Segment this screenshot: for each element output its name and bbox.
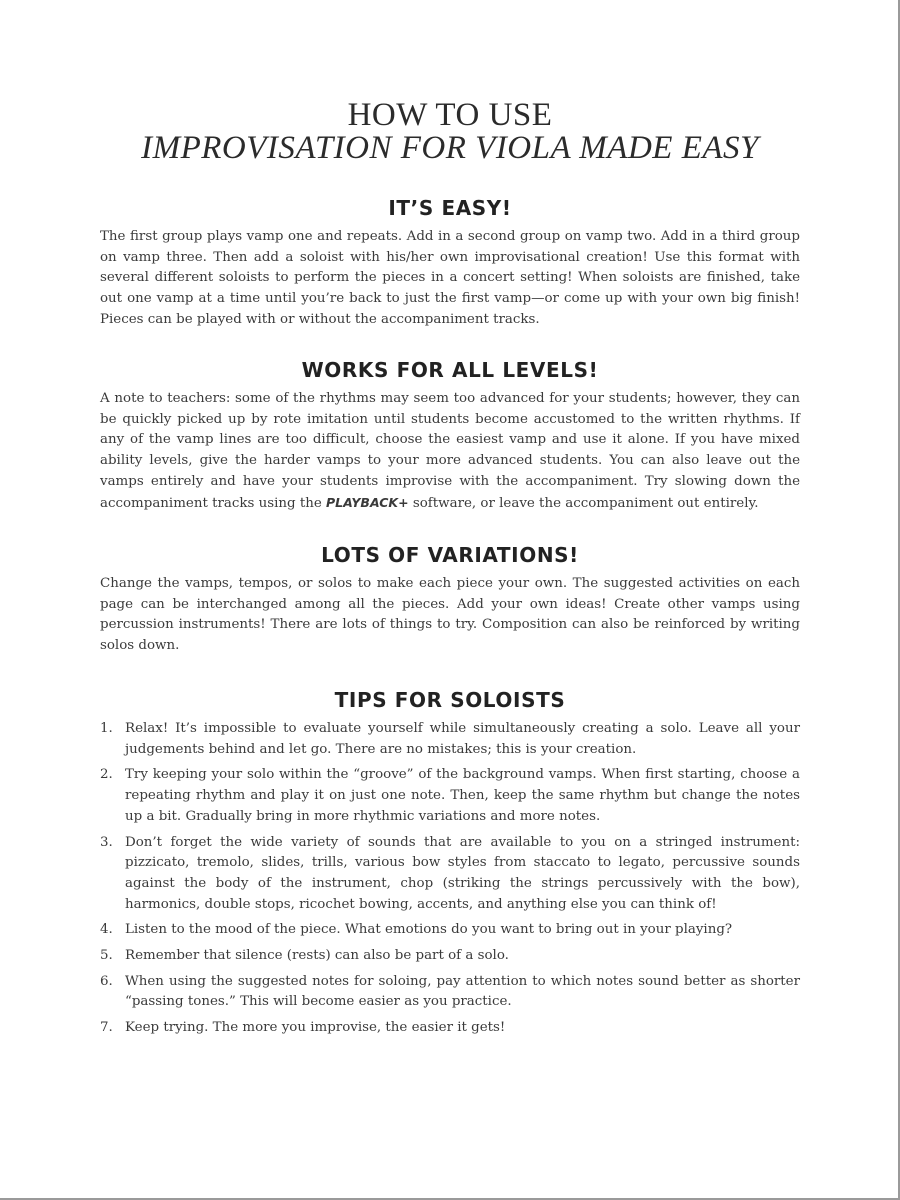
list-item — [100, 920, 800, 941]
paragraph-lots-of-variations: Change the vamps, tempos, or solos to make each piece your own. The suggested activities on each page can be interchanged among all the pieces. Add your own ideas! Create other vamps using percussion instruments! There are lots of things to try. Composition can also be reinforced by writing solos down. — [100, 576, 800, 654]
list-item — [100, 972, 800, 1013]
list-item-number: 4. — [100, 922, 113, 938]
list-item-number: 3. — [100, 834, 113, 850]
list-item-text: Remember that silence (rests) can also be part of a solo. — [125, 948, 509, 964]
page-title-line1: HOW TO USE — [347, 97, 553, 133]
heading-tips-for-soloists: TIPS FOR SOLOISTS — [334, 688, 566, 712]
list-item-number: 1. — [100, 721, 113, 736]
list-item — [100, 1018, 800, 1039]
list-item-text: Try keeping your solo within the “groove” of the background vamps. When first starting, choose a repeating rhythm and play it on just one note. Then, keep the same rhythm but change the notes up a bit. Gradually bring in more rhythmic variations and more notes. — [125, 767, 800, 824]
list-item — [100, 719, 800, 760]
heading-works-for-all-levels: WORKS FOR ALL LEVELS! — [301, 358, 599, 382]
list-item — [100, 765, 800, 827]
list-item-text: Don’t forget the wide variety of sounds that are available to you on a stringed instrument: pizzicato, tremolo, slides, trills, various bow styles from staccato to legato, percussive sounds against the body of the instrument, chop (striking the strings percussively with the bow), harmonics, double stops, ricochet bowing, accents, and anything else you can think of! — [125, 834, 800, 912]
list-item-number: 5. — [100, 948, 113, 964]
list-item — [100, 833, 800, 916]
list-item — [100, 946, 800, 967]
heading-lots-of-variations: LOTS OF VARIATIONS! — [321, 543, 579, 567]
list-item-text: When using the suggested notes for soloing, pay attention to which notes sound better as shorter “passing tones.” This will become easier as you practice. — [125, 973, 800, 1010]
page-title-line2: IMPROVISATION FOR VIOLA MADE EASY — [141, 130, 759, 166]
paragraph-works-for-all-levels — [100, 389, 800, 514]
list-item-number: 7. — [100, 1020, 113, 1036]
list-item-number: 2. — [100, 767, 113, 783]
playback-plus-brand: PLAYBACK+ — [326, 494, 409, 510]
tips-list — [100, 719, 800, 1044]
heading-its-easy: IT’S EASY! — [388, 196, 512, 220]
list-item-text: Listen to the mood of the piece. What emotions do you want to bring out in your playing? — [125, 922, 733, 938]
list-item-number: 6. — [100, 973, 113, 989]
list-item-text: Relax! It’s impossible to evaluate yourself while simultaneously creating a solo. Leave all your judgements behind and let go. There are no mistakes; this is your creation. — [125, 721, 800, 757]
list-item-text: Keep trying. The more you improvise, the easier it gets! — [125, 1020, 506, 1036]
paragraph-its-easy: The first group plays vamp one and repeats. Add in a second group on vamp two. Add in a third group on vamp three. Then add a soloist with his/her own improvisational creation! Use this format with several different soloists to perform the pieces in a concert setting! When soloists are finished, take out one vamp at a time until you’re back to just the first vamp—or come up with your own big finish! Pieces can be played with or without the accompaniment tracks. — [100, 229, 800, 327]
levels-text-before: A note to teachers: some of the rhythms may seem too advanced for your students; however, they can be quickly picked up by rote imitation until students become accustomed to the written rhythms. If any of the vamp lines are too difficult, choose the easiest vamp and use it alone. If you have mixed ability levels, give the harder vamps to your more advanced students. You can also leave out the vamps entirely and have your students improvise with the accompaniment. Try slowing down the accompaniment tracks using the — [100, 391, 800, 511]
levels-text-after: software, or leave the accompaniment out entirely. — [408, 495, 759, 511]
